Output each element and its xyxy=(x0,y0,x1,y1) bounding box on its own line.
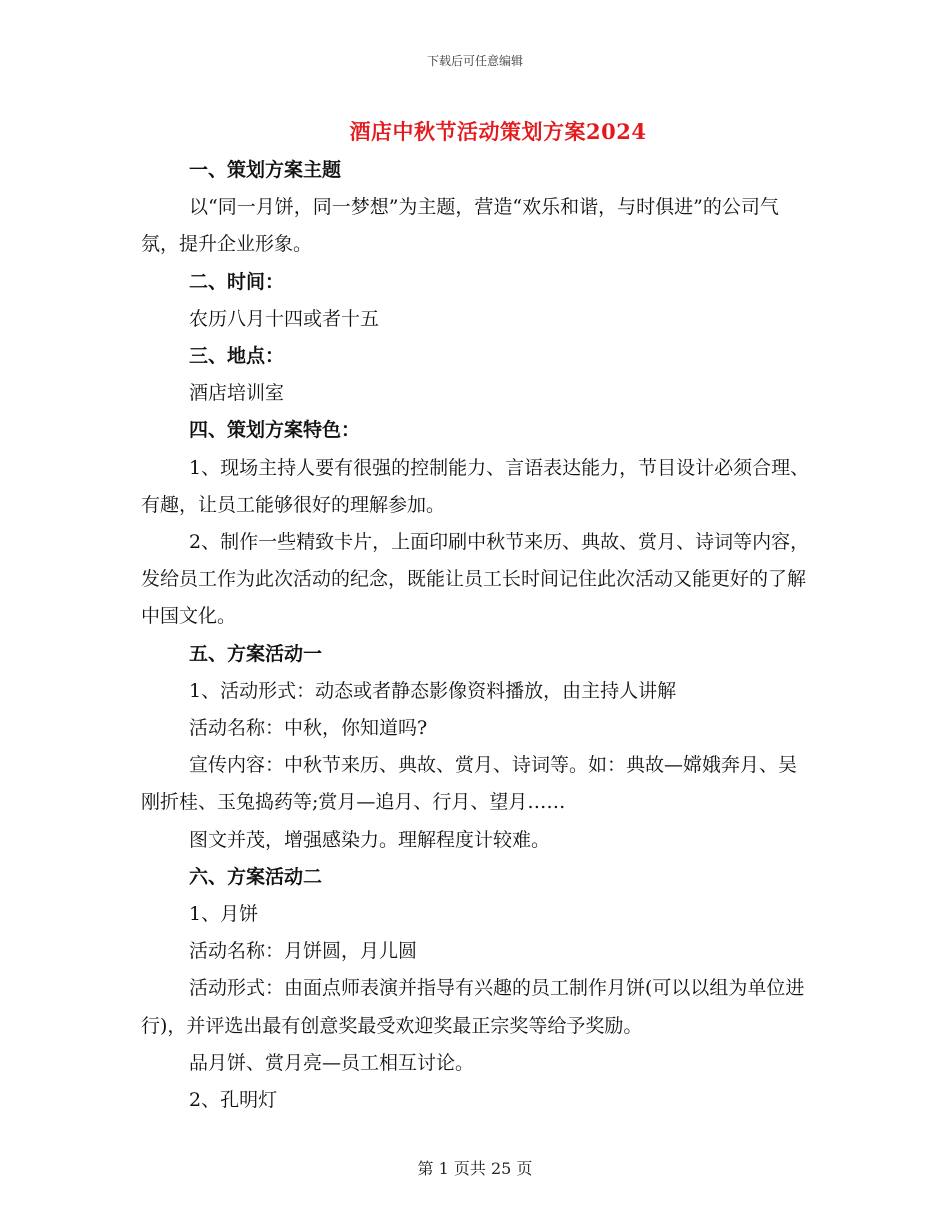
paragraph-activity-1-name: 活动名称：中秋，你知道吗? xyxy=(189,717,428,740)
page-number-footer: 第 1 页共 25 页 xyxy=(417,1159,533,1178)
paragraph-activity-2-tasting: 品月饼、赏月亮—员工相互讨论。 xyxy=(189,1051,475,1074)
section-heading-time: 二、时间： xyxy=(189,270,285,293)
page-header-note: 下载后可任意编辑 xyxy=(426,54,523,68)
paragraph-activity-1-note: 图文并茂，增强感染力。理解程度计较难。 xyxy=(189,828,551,851)
paragraph-time: 农历八月十四或者十五 xyxy=(189,307,380,330)
paragraph-activity-2-name: 活动名称：月饼圆，月儿圆 xyxy=(189,940,418,963)
paragraph-activity-1-form: 1、活动形式：动态或者静态影像资料播放，由主持人讲解 xyxy=(189,679,677,702)
paragraph-activity-2-item-2: 2、孔明灯 xyxy=(189,1089,278,1112)
paragraph-location: 酒店培训室 xyxy=(189,382,285,405)
document-title: 酒店中秋节活动策划方案2024 xyxy=(349,119,647,144)
paragraph-activity-1-content: 宣传内容：中秋节来历、典故、赏月、诗词等。如：典故—嫦娥奔月、吴刚折桂、玉兔捣药等;赏月—追月、行月、望月…… xyxy=(141,754,798,814)
section-heading-location: 三、地点： xyxy=(189,345,285,368)
section-heading-activity-1: 五、方案活动一 xyxy=(189,642,323,665)
section-heading-theme: 一、策划方案主题 xyxy=(189,159,342,181)
section-heading-activity-2: 六、方案活动二 xyxy=(189,865,323,888)
paragraph-activity-2-item-1: 1、月饼 xyxy=(189,903,259,926)
section-heading-features: 四、策划方案特色： xyxy=(189,419,361,442)
paragraph-activity-2-form: 活动形式：由面点师表演并指导有兴趣的员工制作月饼(可以以组为单位进行)，并评选出最有创意奖最受欢迎奖最正宗奖等给予奖励。 xyxy=(141,977,805,1037)
paragraph-feature-1: 1、现场主持人要有很强的控制能力、言语表达能力，节目设计必须合理、有趣，让员工能够很好的理解参加。 xyxy=(141,456,810,516)
document-body xyxy=(141,152,811,1119)
paragraph-feature-2: 2、制作一些精致卡片，上面印刷中秋节来历、典故、赏月、诗词等内容，发给员工作为此次活动的纪念，既能让员工长时间记住此次活动又能更好的了解中国文化。 xyxy=(141,531,810,628)
paragraph-theme: 以“同一月饼，同一梦想”为主题，营造“欢乐和谐，与时俱进”的公司气氛，提升企业形象。 xyxy=(141,196,779,256)
